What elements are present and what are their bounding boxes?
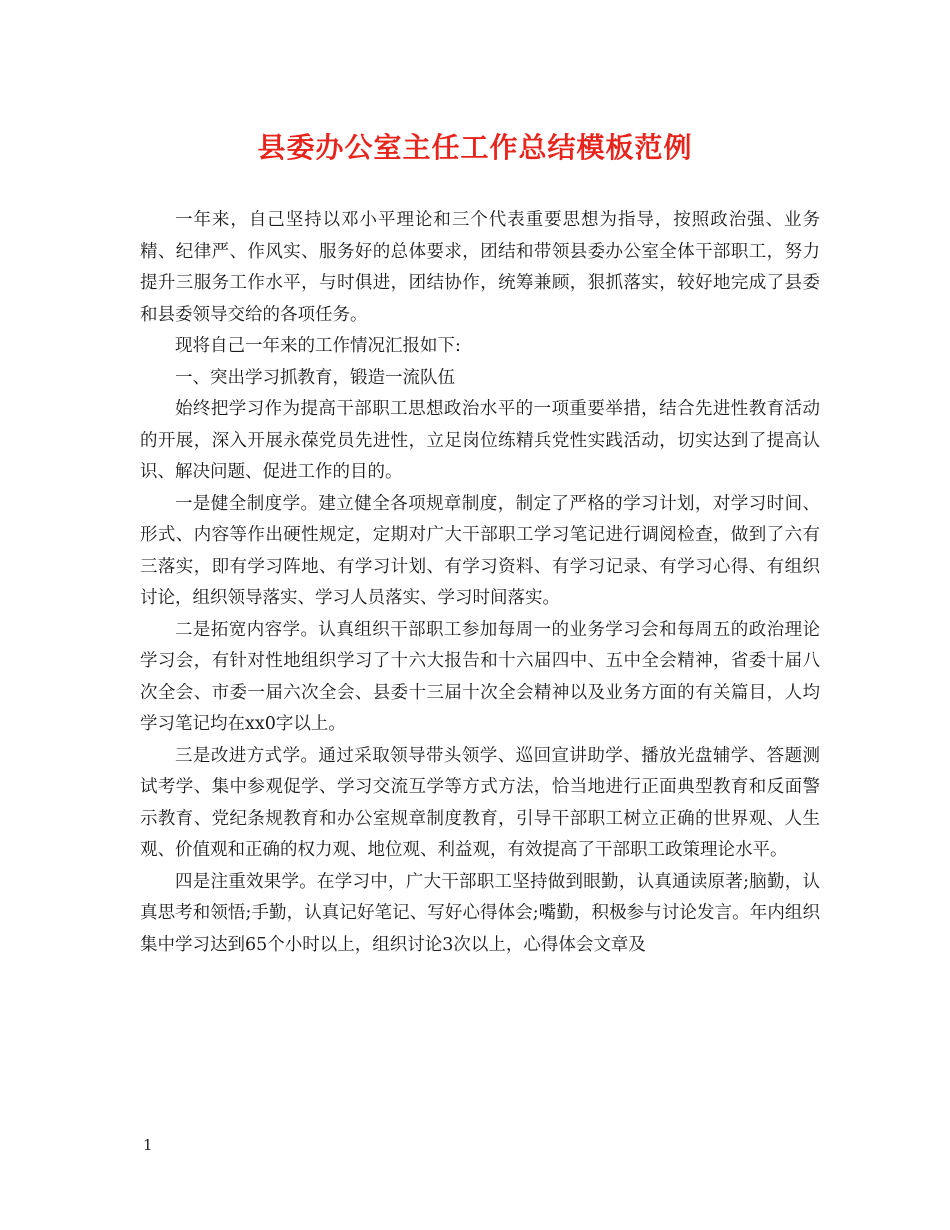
- section-heading-1: 一、突出学习抓教育，锻造一流队伍: [175, 367, 455, 388]
- paragraph-intro: 一年来，自己坚持以邓小平理论和三个代表重要思想为指导，按照政治强、业务精、纪律严、作风实、服务好的总体要求，团结和带领县委办公室全体干部职工，努力提升三服务工作水平，与时俱进，团结协作，统筹兼顾，狠抓落实，较好地完成了县委和县委领导交给的各项任务。: [140, 210, 820, 325]
- document-body: [140, 205, 820, 961]
- paragraph-method-study: 三是改进方式学。通过采取领导带头领学、巡回宣讲助学、播放光盘辅学、答题测试考学、集中参观促学、学习交流互学等方式方法，恰当地进行正面典型教育和反面警示教育、党纪条规教育和办公室规章制度教育，引导干部职工树立正确的世界观、人生观、价值观和正确的权力观、地位观、利益观，有效提高了干部职工政策理论水平。: [140, 745, 820, 860]
- paragraph-report-lead: 现将自己一年来的工作情况汇报如下:: [175, 336, 461, 356]
- paragraph-content-study: 二是拓宽内容学。认真组织干部职工参加每周一的业务学习会和每周五的政治理论学习会，有针对性地组织学习了十六大报告和十六届四中、五中全会精神，省委十届八次全会、市委一届六次全会、县委十三届十次全会精神以及业务方面的有关篇目，人均学习笔记均在xx0字以上。: [140, 619, 820, 734]
- paragraph-study-overview: 始终把学习作为提高干部职工思想政治水平的一项重要举措，结合先进性教育活动的开展，深入开展永葆党员先进性，立足岗位练精兵党性实践活动，切实达到了提高认识、解决问题、促进工作的目的。: [140, 399, 820, 482]
- document-title: 县委办公室主任工作总结模板范例: [257, 131, 693, 164]
- paragraph-system-study: 一是健全制度学。建立健全各项规章制度，制定了严格的学习计划，对学习时间、形式、内容等作出硬性规定，定期对广大干部职工学习笔记进行调阅检查，做到了六有三落实，即有学习阵地、有学习计划、有学习资料、有学习记录、有学习心得、有组织讨论，组织领导落实、学习人员落实、学习时间落实。: [140, 493, 820, 608]
- paragraph-effect-study: 四是注重效果学。在学习中，广大干部职工坚持做到眼勤，认真通读原著;脑勤，认真思考和领悟;手勤，认真记好笔记、写好心得体会;嘴勤，积极参与讨论发言。年内组织集中学习达到65个小时以上，组织讨论3次以上，心得体会文章及: [140, 871, 820, 955]
- page-number: 1: [143, 1136, 153, 1154]
